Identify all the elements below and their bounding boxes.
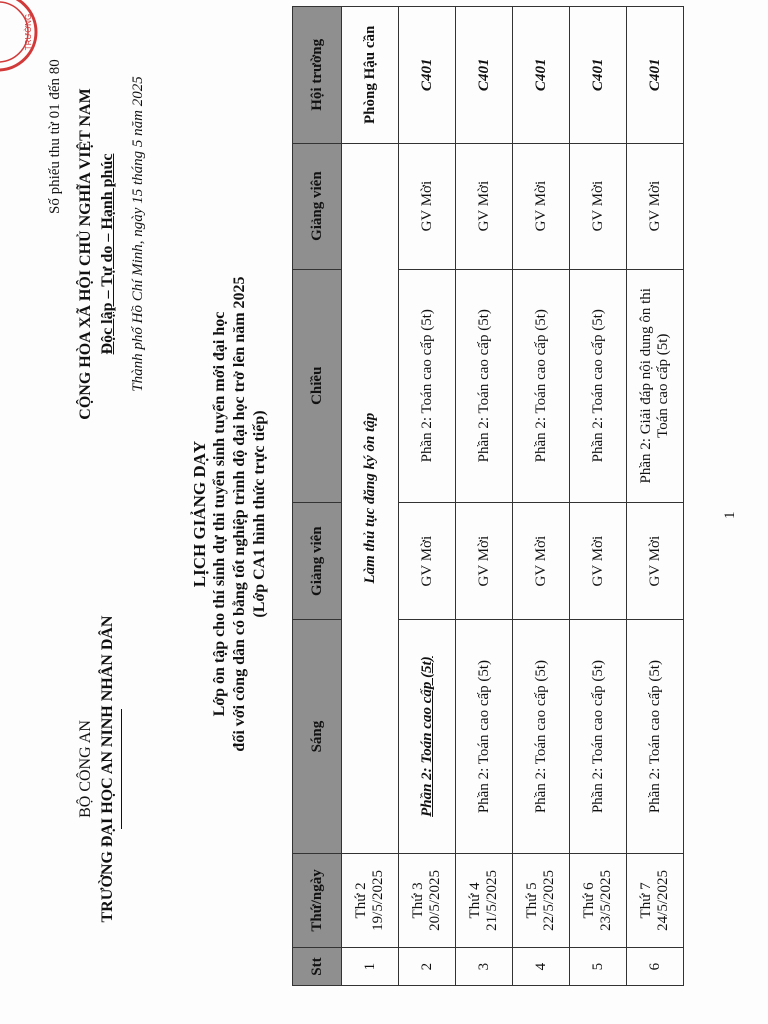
cell-ngay: 19/5/2025 (370, 870, 386, 931)
table-row (456, 7, 513, 986)
cell-thu-ngay (342, 853, 399, 948)
table-row (342, 7, 399, 986)
cell-thu: Thứ 7 (638, 882, 654, 919)
cell-sang: Phần 2: Toán cao cấp (5t) (627, 620, 684, 853)
left-header (75, 599, 122, 939)
cell-chieu: Phần 2: Giải đáp nội dung ôn thi Toán cao cấp (5t) (627, 269, 684, 502)
receipt-serial-note: Số phiếu thu từ 01 đến 80 (47, 59, 63, 214)
header-stt: Stt (293, 948, 342, 986)
document-title (190, 204, 270, 824)
cell-hoi-truong: C401 (456, 7, 513, 144)
cell-thu: Thứ 6 (581, 882, 597, 919)
cell-gv-chieu: GV Mời (627, 143, 684, 269)
table-row (570, 7, 627, 986)
cell-ngay: 23/5/2025 (598, 870, 614, 931)
cell-stt: 1 (342, 948, 399, 986)
title-line-2: Lớp ôn tập cho thí sinh dự thi tuyển sinh tuyển mới đại học (211, 311, 228, 717)
header-underline (121, 709, 122, 829)
cell-sang: Phần 2: Toán cao cấp (5t) (513, 620, 570, 853)
table-header-row (293, 7, 342, 986)
header-hoi-truong: Hội trường (293, 7, 342, 144)
cell-gv-chieu: GV Mời (456, 143, 513, 269)
cell-stt: 4 (513, 948, 570, 986)
cell-gv-chieu: GV Mời (513, 143, 570, 269)
table-row (627, 7, 684, 986)
cell-gv-sang: GV Mời (513, 502, 570, 620)
cell-gv-sang: GV Mời (399, 502, 456, 620)
cell-thu: Thứ 3 (410, 882, 426, 919)
header-sang: Sáng (293, 620, 342, 853)
cell-hoi-truong: C401 (570, 7, 627, 144)
cell-thu: Thứ 2 (353, 882, 369, 919)
title-line-4: (Lớp CA1 hình thức trực tiếp) (251, 410, 268, 618)
cell-ngay: 22/5/2025 (541, 870, 557, 931)
title-line-3: đối với công dân có bằng tốt nghiệp trình độ đại học trở lên năm 2025 (231, 276, 248, 752)
cell-thu-ngay (513, 853, 570, 948)
cell-ngay: 21/5/2025 (484, 870, 500, 931)
cell-gv-chieu: GV Mời (570, 143, 627, 269)
cell-sang: Phần 2: Toán cao cấp (5t) (570, 620, 627, 853)
national-motto: Độc lập – Tự do – Hạnh phúc (99, 153, 116, 355)
page-number: 1 (722, 511, 738, 519)
ministry-name: BỘ CÔNG AN (77, 720, 94, 818)
header-thu-ngay: Thứ/ngày (293, 853, 342, 948)
cell-ngay: 24/5/2025 (655, 870, 671, 931)
cell-thu-ngay (570, 853, 627, 948)
cell-gv-sang: GV Mời (456, 502, 513, 620)
cell-sang: Phần 2: Toán cao cấp (5t) (399, 620, 456, 853)
cell-ngay: 20/5/2025 (427, 870, 443, 931)
cell-chieu: Phần 2: Toán cao cấp (5t) (570, 269, 627, 502)
cell-gv-chieu: GV Mời (399, 143, 456, 269)
university-name: TRƯỜNG ĐẠI HỌC AN NINH NHÂN DÂN (99, 615, 116, 923)
red-seal-stamp (0, 0, 38, 72)
table-row (513, 7, 570, 986)
date-line: Thành phố Hồ Chí Minh, ngày 15 tháng 5 năm 2025 (130, 76, 146, 392)
cell-gv-sang: GV Mời (570, 502, 627, 620)
cell-thu-ngay (399, 853, 456, 948)
country-name: CỘNG HÒA XÃ HỘI CHỦ NGHĨA VIỆT NAM (77, 88, 94, 420)
header-giang-vien-chieu: Giảng viên (293, 143, 342, 269)
cell-chieu: Phần 2: Toán cao cấp (5t) (513, 269, 570, 502)
cell-gv-sang: GV Mời (627, 502, 684, 620)
cell-hoi-truong: C401 (513, 7, 570, 144)
cell-hoi-truong: C401 (627, 7, 684, 144)
right-header (75, 44, 119, 464)
seal-text: TRƯỜNG (24, 13, 33, 51)
cell-chieu: Phần 2: Toán cao cấp (5t) (399, 269, 456, 502)
title-main: LỊCH GIẢNG DẠY (190, 440, 209, 588)
cell-sang: Phần 2: Toán cao cấp (5t) (456, 620, 513, 853)
cell-chieu: Phần 2: Toán cao cấp (5t) (456, 269, 513, 502)
cell-stt: 2 (399, 948, 456, 986)
cell-thu-ngay (627, 853, 684, 948)
cell-hoi-truong: Phòng Hậu cần (342, 7, 399, 144)
header-chieu: Chiều (293, 269, 342, 502)
cell-thu: Thứ 5 (524, 882, 540, 919)
cell-stt: 5 (570, 948, 627, 986)
cell-merged-note: Làm thủ tục đăng ký ôn tập (342, 143, 399, 853)
cell-thu-ngay (456, 853, 513, 948)
cell-stt: 3 (456, 948, 513, 986)
table-row (399, 7, 456, 986)
cell-hoi-truong: C401 (399, 7, 456, 144)
cell-stt: 6 (627, 948, 684, 986)
cell-thu: Thứ 4 (467, 882, 483, 919)
schedule-table (292, 6, 684, 986)
header-giang-vien-sang: Giảng viên (293, 502, 342, 620)
